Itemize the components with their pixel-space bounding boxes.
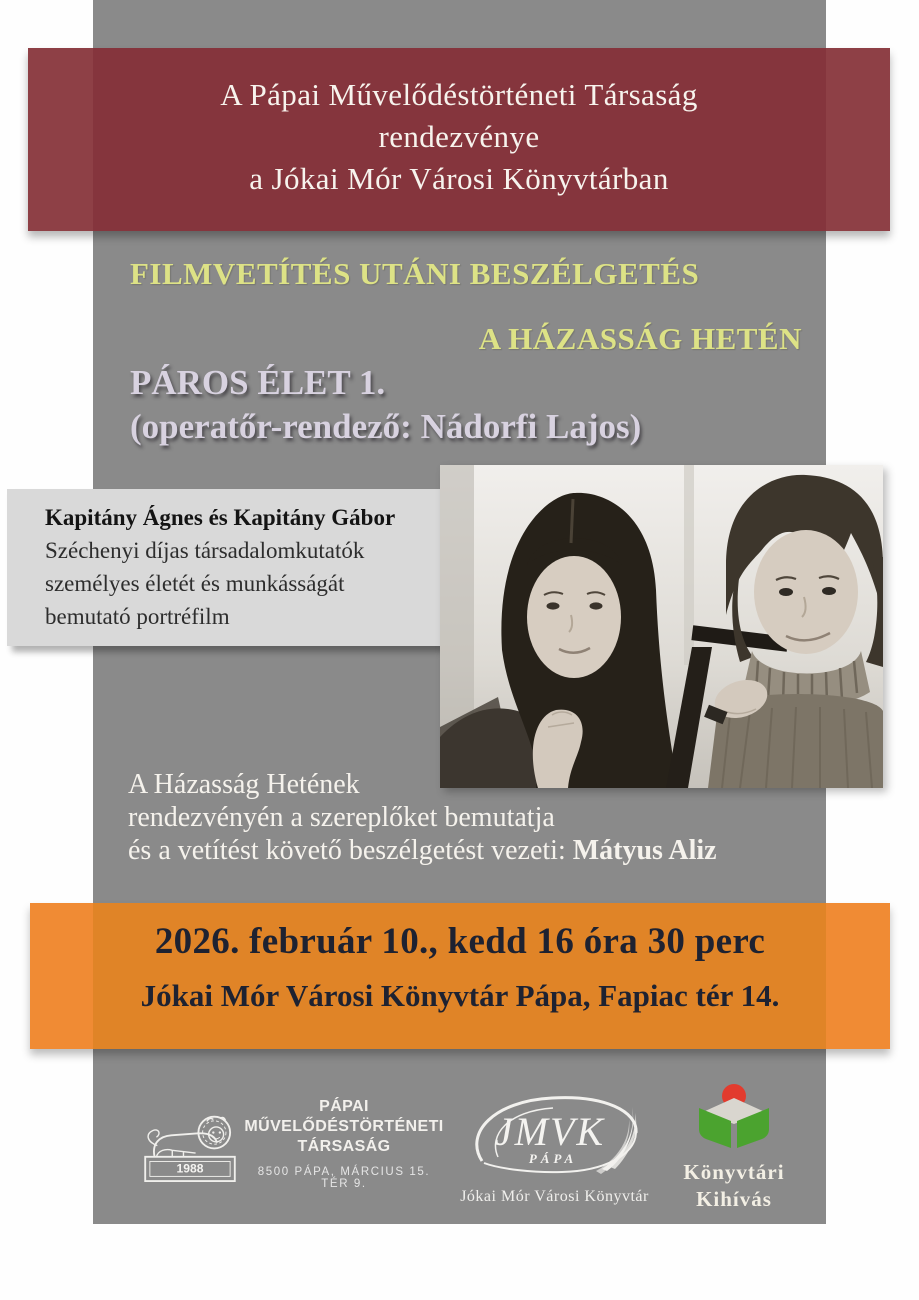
event-datetime: 2026. február 10., kedd 16 óra 30 perc: [154, 921, 766, 962]
lion-statue-icon: [134, 1090, 246, 1190]
subtitle-marriage-week: A HÁZASSÁG HETÉN: [478, 321, 802, 356]
header-title: [28, 48, 890, 200]
host-text: [128, 768, 717, 867]
film-title: PÁROS ÉLET 1.: [130, 363, 386, 402]
society-address: 8500 PÁPA, MÁRCIUS 15. TÉR 9.: [257, 1166, 431, 1190]
society-year: 1988: [176, 1161, 204, 1176]
library-logo-block: [452, 1083, 657, 1206]
header-banner: [28, 48, 890, 231]
about-line-3: bemutató portréfilm: [45, 604, 230, 629]
about-box: [7, 489, 441, 646]
event-location: Jókai Mór Városi Könyvtár Pápa, Fapiac tér 14.: [140, 978, 780, 1013]
society-name-line-1: PÁPAI: [319, 1098, 369, 1115]
library-name: Jókai Mór Városi Könyvtár: [460, 1188, 649, 1205]
challenge-logo-block: [678, 1082, 790, 1213]
event-banner: [30, 903, 890, 1049]
jmvk-logo-icon: [452, 1083, 657, 1183]
about-names: Kapitány Ágnes és Kapitány Gábor: [45, 505, 396, 530]
society-name-block: [244, 1097, 444, 1190]
subtitle-film-talk: FILMVETÍTÉS UTÁNI BESZÉLGETÉS: [130, 256, 700, 291]
library-city: PÁPA: [528, 1151, 578, 1166]
book-challenge-icon: [684, 1082, 784, 1150]
society-name-line-3: TÁRSASÁG: [297, 1138, 391, 1155]
library-abbr: JMVK: [494, 1109, 606, 1154]
about-line-2: személyes életét és munkásságát: [45, 571, 345, 596]
society-lion-logo: [134, 1090, 246, 1195]
film-credit: (operatőr-rendező: Nádorfi Lajos): [130, 407, 642, 446]
host-line-3-text: és a vetítést követő beszélgetést vezeti:: [128, 835, 573, 866]
header-line-3: a Jókai Mór Városi Könyvtárban: [249, 161, 669, 196]
header-line-2: rendezvénye: [378, 119, 540, 154]
host-name: Mátyus Aliz: [572, 835, 717, 866]
host-line-2: rendezvényén a szereplőket bemutatja: [128, 802, 555, 833]
challenge-line-2: Kihívás: [696, 1187, 772, 1211]
couple-photo: [440, 465, 883, 788]
challenge-caption: [678, 1159, 790, 1213]
host-line-1: A Házasság Hetének: [128, 769, 360, 800]
challenge-line-1: Könyvtári: [683, 1160, 785, 1184]
host-line-3: [128, 834, 717, 867]
header-line-1: A Pápai Művelődéstörténeti Társaság: [220, 77, 698, 112]
couple-photo-illustration: [440, 465, 883, 788]
society-name-line-2: MŰVELŐDÉSTÖRTÉNETI: [244, 1118, 444, 1135]
about-line-1: Széchenyi díjas társadalomkutatók: [45, 538, 365, 563]
